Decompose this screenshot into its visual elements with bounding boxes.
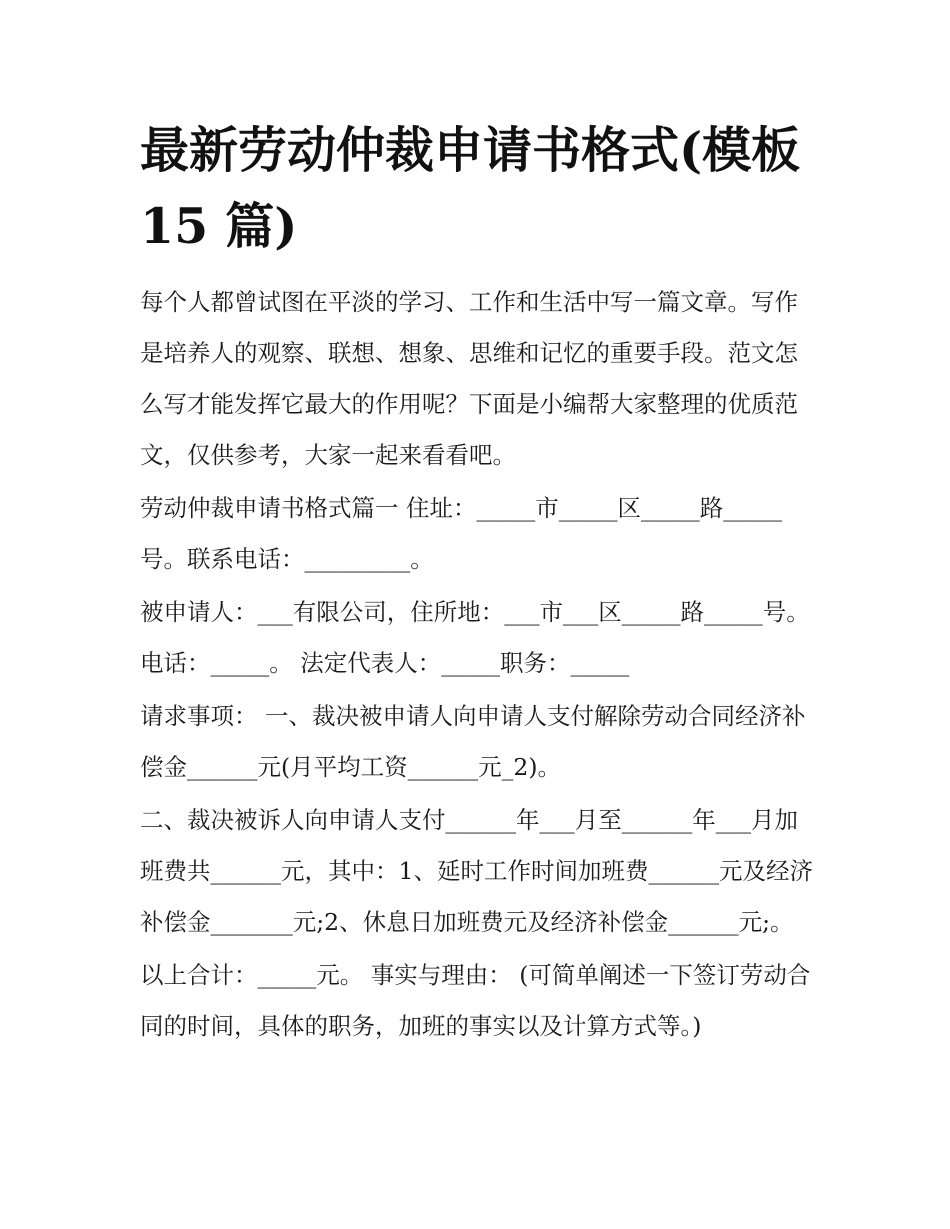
intro-paragraph: 每个人都曾试图在平淡的学习、工作和生活中写一篇文章。写作是培养人的观察、联想、想象、思维和记忆的重要手段。范文怎么写才能发挥它最大的作用呢？下面是小编帮大家整理的优质范文，仅供参考，大家一起来看看吧。 — [140, 288, 798, 469]
applicant-address-paragraph: 劳动仲裁申请书格式篇一 住址：_____市_____区_____路_____号。联系电话：_________。 — [140, 494, 782, 573]
respondent-paragraph: 被申请人：___有限公司，住所地：___市___区_____路_____号。电话：_____。 法定代表人：_____职务：_____ — [140, 598, 810, 677]
total-and-reasons-paragraph: 以上合计：_____元。 事实与理由： (可简单阐述一下签订劳动合同的时间，具体的职务，加班的事实以及计算方式等。) — [140, 961, 811, 1040]
request-item-one-paragraph: 请求事项： 一、裁决被申请人向申请人支付解除劳动合同经济补偿金______元(月平均工资______元_2)。 — [140, 702, 806, 781]
request-item-two-paragraph: 二、裁决被诉人向申请人支付______年___月至______年___月加班费共______元，其中：1、延时工作时间加班费______元及经济补偿金_______元;2、休息日加班费元及经济补偿金______元;。 — [140, 806, 813, 936]
document-title: 最新劳动仲裁申请书格式(模板 15 篇) — [140, 121, 801, 255]
document-body — [140, 277, 820, 1054]
